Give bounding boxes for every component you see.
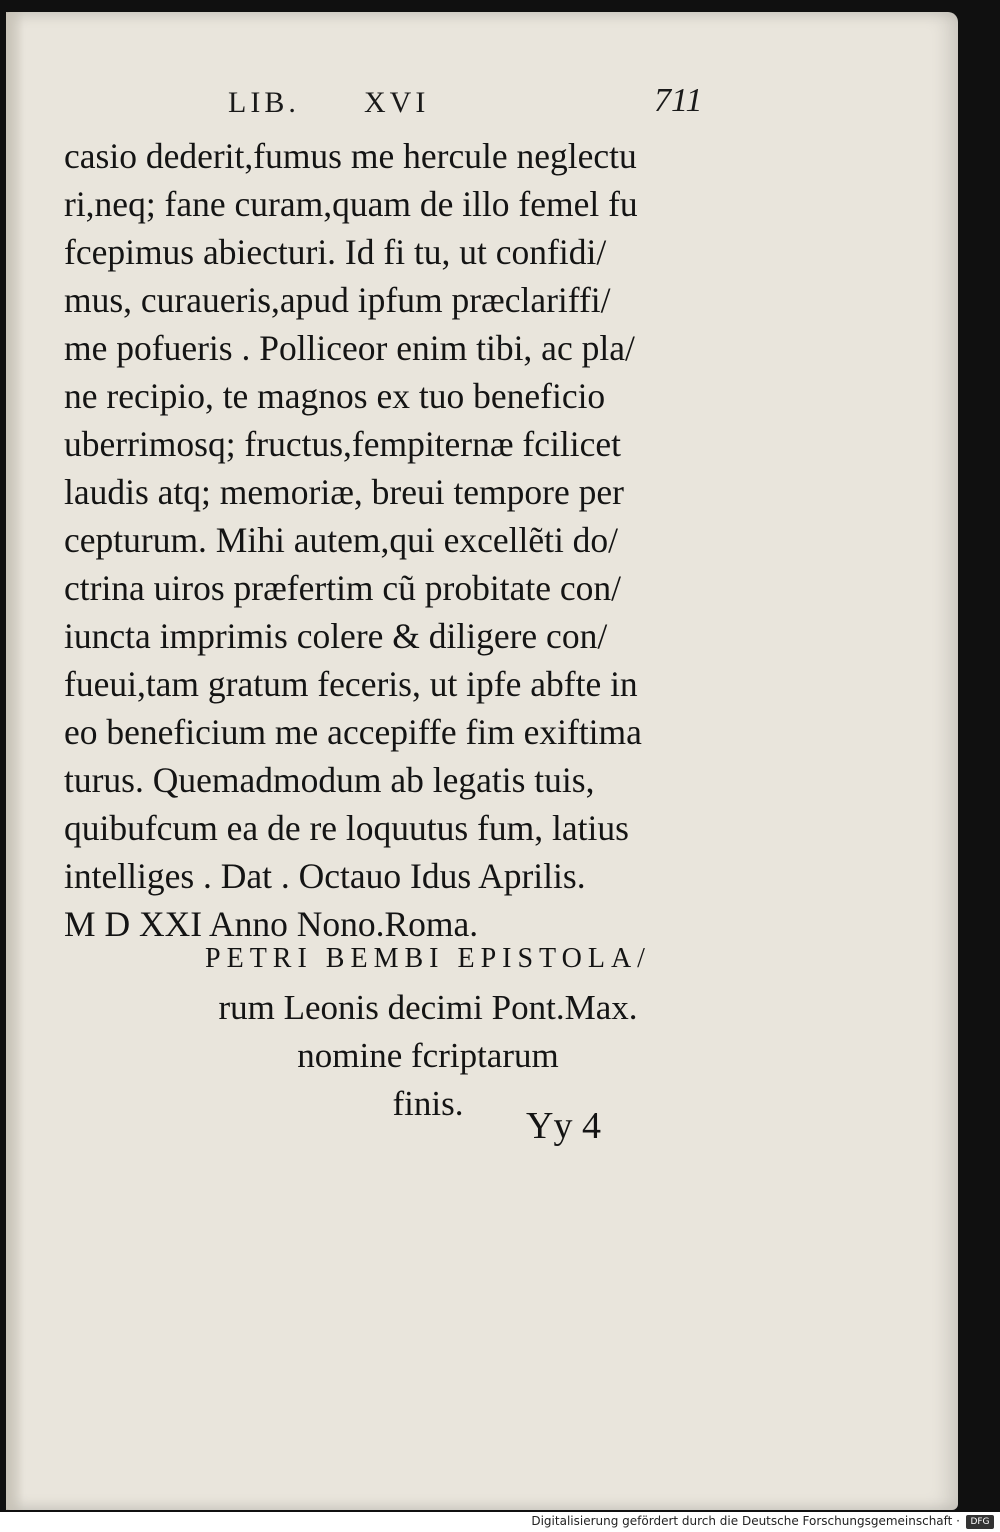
text-line: ctrina uiros præfertim cũ probitate con/ bbox=[64, 568, 621, 608]
running-head bbox=[228, 80, 728, 124]
book-page bbox=[6, 12, 958, 1510]
text-line: iuncta imprimis colere & diligere con/ bbox=[64, 616, 608, 656]
signature-mark: Yy 4 bbox=[526, 1105, 601, 1147]
dfg-logo-icon: DFG bbox=[966, 1515, 994, 1529]
page-number: 711 bbox=[654, 82, 703, 119]
footer-credit: Digitalisierung gefördert durch die Deutsche Forschungsgemeinschaft · bbox=[531, 1514, 960, 1528]
text-line: eo beneficium me accepiffe fim exiftima bbox=[64, 712, 642, 752]
text-line: laudis atq; memoriæ, breui tempore per bbox=[64, 472, 624, 512]
text-line: fcepimus abiecturi. Id fi tu, ut confidi/ bbox=[64, 232, 607, 272]
colophon-line: rum Leonis decimi Pont.Max. bbox=[218, 988, 638, 1027]
text-line: fueui,tam gratum feceris, ut ipfe abfte in bbox=[64, 664, 638, 704]
text-line: ne recipio, te magnos ex tuo beneficio bbox=[64, 376, 606, 416]
colophon-line: PETRI BEMBI EPISTOLA/ bbox=[205, 943, 651, 974]
date-line: M D XXI Anno Nono.Roma. bbox=[64, 904, 479, 944]
running-head-book: LIB. bbox=[228, 86, 300, 119]
text-line: mus, curaueris,apud ipfum præclariffi/ bbox=[64, 280, 611, 320]
text-line: intelliges . Dat . Octauo Idus Aprilis. bbox=[64, 856, 586, 896]
running-head-book-number: XVI bbox=[364, 86, 430, 119]
text-line: uberrimosq; fructus,fempiternæ fcilicet bbox=[64, 424, 621, 464]
colophon-line: finis. bbox=[392, 1084, 464, 1123]
colophon-line: nomine fcriptarum bbox=[297, 1036, 559, 1075]
digitization-footer bbox=[0, 1512, 1000, 1532]
text-line: quibufcum ea de re loquutus fum, latius bbox=[64, 808, 629, 848]
text-line: turus. Quemadmodum ab legatis tuis, bbox=[64, 760, 595, 800]
text-line: cepturum. Mihi autem,qui excellẽti do/ bbox=[64, 520, 619, 560]
page-gutter-shadow bbox=[6, 12, 24, 1510]
letter-body bbox=[64, 132, 734, 948]
text-line: ri,neq; fane curam,quam de illo femel fu bbox=[64, 184, 638, 224]
text-line: me pofueris . Polliceor enim tibi, ac pla/ bbox=[64, 328, 635, 368]
text-line: casio dederit,fumus me hercule neglectu bbox=[64, 136, 637, 176]
colophon bbox=[118, 934, 738, 1128]
